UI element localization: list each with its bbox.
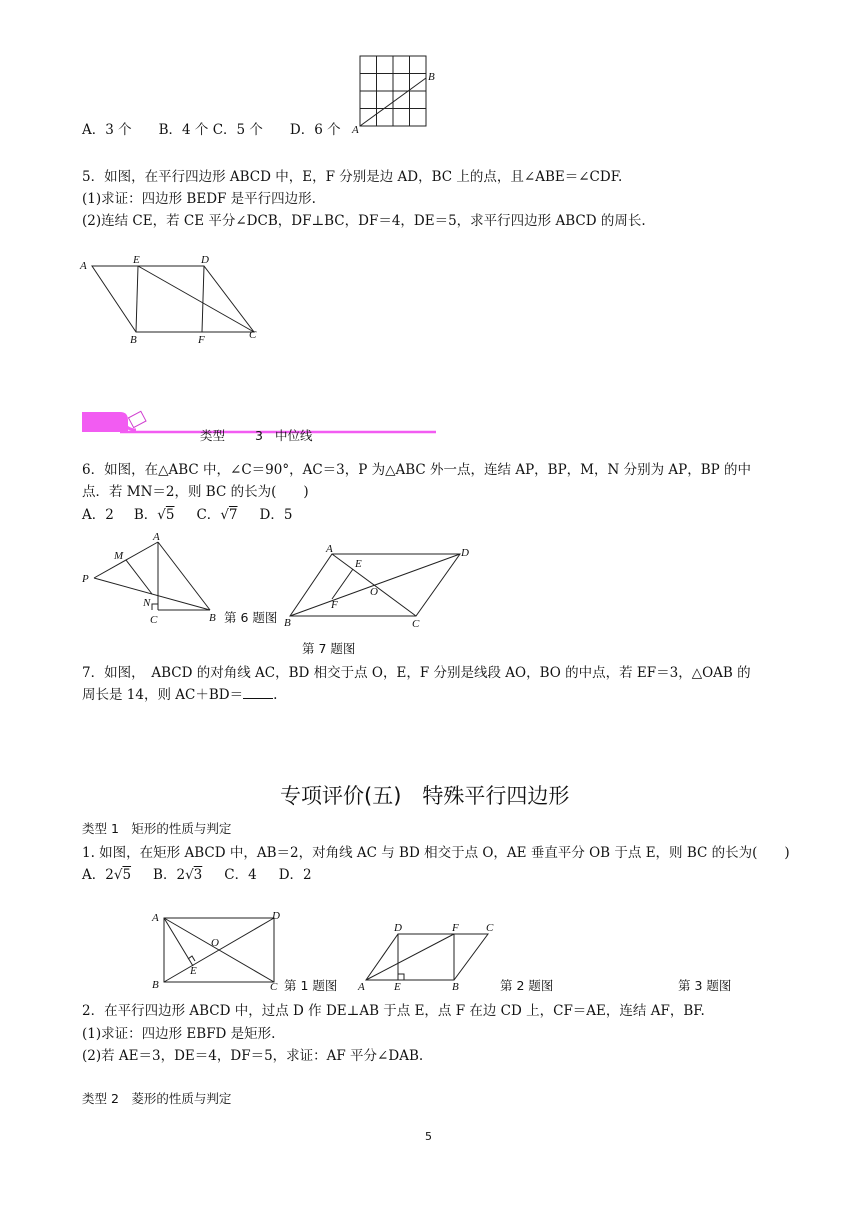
q7-label-f: F xyxy=(331,599,338,611)
q5-label-f: F xyxy=(198,334,205,346)
q7-label-a: A xyxy=(326,543,333,555)
s1-options: A．2√5 B．2√3 C．4 D．2 xyxy=(82,867,312,883)
type3-number: 3 xyxy=(255,428,263,443)
s3-caption: 第 3 题图 xyxy=(678,978,732,993)
q6-option-b-root: 5 xyxy=(165,507,175,523)
q5-part1: (1)求证：四边形 BEDF 是平行四边形. xyxy=(82,191,316,207)
s1-label-a: A xyxy=(152,912,159,924)
s1-option-a-root: 5 xyxy=(122,867,132,883)
q6-label-a: A xyxy=(153,531,160,543)
q6-option-a: A．2 xyxy=(82,507,114,523)
q5-label-c: C xyxy=(249,329,257,341)
s2-label-a: A xyxy=(358,981,365,993)
q7-caption: 第 7 题图 xyxy=(302,641,356,656)
q5-label-e: E xyxy=(133,254,140,266)
s1-caption: 第 1 题图 xyxy=(284,978,338,993)
q7-parallelogram-figure xyxy=(282,540,472,630)
s1-label-c: C xyxy=(270,981,278,993)
q6-caption: 第 6 题图 xyxy=(224,610,278,625)
type1-heading: 类型 1 矩形的性质与判定 xyxy=(82,821,232,836)
s1-option-d: D．2 xyxy=(278,867,312,883)
s2-label-b: B xyxy=(452,981,459,993)
q4-grid-figure xyxy=(350,50,440,135)
q6-option-d: D．5 xyxy=(259,507,293,523)
s1-label-e: E xyxy=(190,965,197,977)
s2-part1: (1)求证：四边形 EBFD 是矩形. xyxy=(82,1026,276,1042)
q5-stem: 5．如图，在平行四边形 ABCD 中，E，F 分别是边 AD，BC 上的点，且∠ABE＝∠CDF. xyxy=(82,169,623,185)
s2-part2: (2)若 AE＝3，DE＝4，DF＝5，求证：AF 平分∠DAB. xyxy=(82,1048,424,1064)
s2-label-d: D xyxy=(394,922,402,934)
q5-label-b: B xyxy=(130,334,137,346)
s2-label-e: E xyxy=(394,981,401,993)
q4-label-a: A xyxy=(352,124,359,135)
q7-answer-blank xyxy=(243,686,273,699)
q7-stem-line1: 7．如图， ABCD 的对角线 AC，BD 相交于点 O，E，F 分别是线段 AO，BO 的中点，若 EF＝3，△OAB 的 xyxy=(82,665,751,681)
s1-label-d: D xyxy=(272,910,280,922)
q4-label-b: B xyxy=(428,71,435,83)
q7-label-b: B xyxy=(284,617,291,629)
q6-label-m: M xyxy=(114,550,124,562)
q4-options: A．3 个 B．4 个 C．5 个 D．6 个 xyxy=(82,122,341,138)
type3-name: 中位线 xyxy=(274,428,313,443)
s1-option-c: C．4 xyxy=(224,867,257,883)
q6-label-p: P xyxy=(82,573,89,585)
q6-label-c: C xyxy=(150,614,158,626)
type3-word: 类型 xyxy=(200,428,226,443)
q7-stem-line2 xyxy=(82,686,277,704)
q6-option-c-root: 7 xyxy=(228,507,238,523)
q7-label-d: D xyxy=(461,547,469,559)
s2-label-c: C xyxy=(486,922,494,934)
s1-label-b: B xyxy=(152,979,159,991)
q7-label-e: E xyxy=(355,558,362,570)
s2-caption: 第 2 题图 xyxy=(500,978,554,993)
s1-option-b-prefix: B．2 xyxy=(153,867,186,883)
type2-heading: 类型 2 菱形的性质与判定 xyxy=(82,1091,232,1106)
s1-rectangle-figure xyxy=(148,906,288,994)
q7-label-c: C xyxy=(412,618,420,630)
q5-parallelogram-figure xyxy=(78,252,268,347)
q5-label-d: D xyxy=(201,254,209,266)
s1-stem: 1. 如图，在矩形 ABCD 中，AB＝2，对角线 AC 与 BD 相交于点 O，AE 垂直平分 OB 于点 E，则 BC 的长为( ) xyxy=(82,845,790,861)
q7-label-o: O xyxy=(370,586,378,598)
q6-option-b-prefix: B． xyxy=(133,507,158,523)
q7-stem-line2-end: . xyxy=(273,687,278,703)
q6-label-n: N xyxy=(143,597,151,609)
q5-part2: (2)连结 CE，若 CE 平分∠DCB，DF⊥BC，DF＝4，DE＝5，求平行四边形 ABCD 的周长. xyxy=(82,213,646,229)
q6-stem-line1: 6．如图，在△ABC 中，∠C＝90°，AC＝3，P 为△ABC 外一点，连结 AP，BP，M，N 分别为 AP，BP 的中 xyxy=(82,462,752,478)
q6-option-c-prefix: C． xyxy=(196,507,221,523)
q6-label-b: B xyxy=(209,612,216,624)
page-number: 5 xyxy=(425,1130,432,1143)
s2-label-f: F xyxy=(452,922,459,934)
section-title: 专项评价(五) 特殊平行四边形 xyxy=(280,784,570,808)
type3-label xyxy=(200,428,312,445)
q7-stem-line2-text: 周长是 14，则 AC＋BD＝ xyxy=(82,687,244,703)
q6-options: A．2 B．√5 C．√7 D．5 xyxy=(82,507,293,523)
s2-parallelogram-figure xyxy=(356,918,502,994)
q6-stem-line2: 点．若 MN＝2，则 BC 的长为( ) xyxy=(82,484,309,500)
s1-label-o: O xyxy=(211,937,219,949)
s1-option-b-root: 3 xyxy=(193,867,203,883)
s1-option-a-prefix: A．2 xyxy=(82,867,114,883)
q5-label-a: A xyxy=(80,260,87,272)
q6-triangle-figure xyxy=(78,530,228,630)
s2-stem: 2．在平行四边形 ABCD 中，过点 D 作 DE⊥AB 于点 E，点 F 在边 CD 上，CF＝AE，连结 AF，BF. xyxy=(82,1003,705,1019)
